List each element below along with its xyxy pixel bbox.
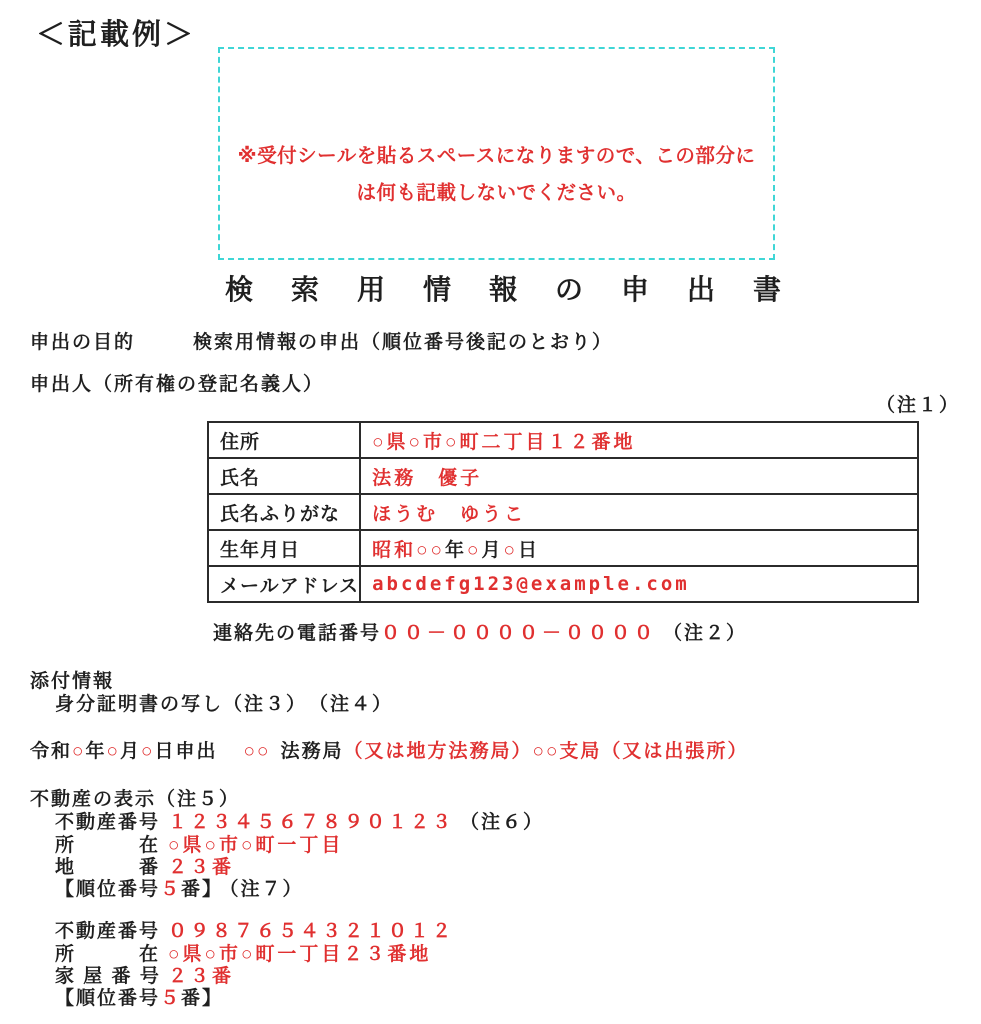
bureau-label: 法務局 bbox=[280, 741, 344, 762]
year-circle: ○ bbox=[72, 741, 86, 762]
era-label: 令和 bbox=[30, 741, 73, 762]
property1-lot-label: 地 番 bbox=[55, 857, 161, 878]
month-unit: 月 bbox=[120, 741, 142, 762]
furigana-value: ほうむ ゆうこ bbox=[360, 494, 918, 530]
property1-number-value: １２３４５６７８９０１２３ bbox=[168, 812, 455, 833]
property2-number-label: 不動産番号 bbox=[55, 921, 161, 942]
property1-number-label: 不動産番号 bbox=[55, 812, 161, 833]
property-section-heading: 不動産の表示（注５） bbox=[30, 789, 241, 810]
table-row-email bbox=[208, 566, 918, 602]
month-circle: ○ bbox=[106, 741, 120, 762]
notice-text-line-1: ※受付シールを貼るスペースになりますので、この部分に bbox=[237, 145, 756, 167]
date-line bbox=[30, 740, 748, 764]
property2-rank-prefix: 【順位番号 bbox=[55, 988, 161, 1009]
address-label: 住所 bbox=[208, 422, 360, 458]
example-label: ＜記載例＞ bbox=[36, 19, 197, 51]
phone-number: ００－００００－００００ bbox=[381, 623, 658, 644]
birth-month-unit: 月 bbox=[481, 539, 504, 561]
phone-label: 連絡先の電話番号 bbox=[213, 623, 382, 644]
purpose-line bbox=[30, 331, 613, 355]
property2-number-value: ０９８７６５４３２１０１２ bbox=[168, 921, 455, 942]
table-row-name bbox=[208, 458, 918, 494]
applicant-heading: 申出人（所有権の登記名義人） bbox=[30, 374, 325, 395]
phone-line bbox=[213, 622, 747, 646]
birth-day-unit: 日 bbox=[518, 539, 541, 561]
purpose-value: 検索用情報の申出（順位番号後記のとおり） bbox=[193, 332, 614, 353]
property2-house-number-value: ２３番 bbox=[168, 966, 235, 987]
birth-era: 昭和○○ bbox=[372, 539, 446, 561]
reception-seal-notice-box bbox=[218, 47, 775, 260]
birthdate-value bbox=[360, 530, 918, 566]
birth-day-circle: ○ bbox=[503, 539, 519, 561]
day-circle: ○ bbox=[141, 741, 155, 762]
table-row-furigana bbox=[208, 494, 918, 530]
property2-rank-line bbox=[55, 987, 223, 1011]
email-label: メールアドレス bbox=[208, 566, 360, 602]
notice-text-line-2: は何も記載しないでください。 bbox=[356, 182, 637, 204]
property2-rank-suffix: 番】 bbox=[181, 988, 224, 1009]
birth-year-unit: 年 bbox=[445, 539, 468, 561]
table-row-birthdate bbox=[208, 530, 918, 566]
email-value: abcdefg123@example.com bbox=[360, 566, 918, 602]
bureau-alternatives: （又は地方法務局）○○支局（又は出張所） bbox=[343, 741, 749, 762]
note-7: （注７） bbox=[229, 879, 304, 900]
property1-rank-number: ５ bbox=[160, 879, 182, 900]
property2-rank-number: ５ bbox=[160, 988, 182, 1009]
property1-rank-suffix: 番】 bbox=[181, 879, 224, 900]
name-value: 法務 優子 bbox=[360, 458, 918, 494]
year-unit: 年 bbox=[85, 741, 107, 762]
furigana-label: 氏名ふりがな bbox=[208, 494, 360, 530]
purpose-label: 申出の目的 bbox=[30, 332, 136, 353]
applicant-table bbox=[207, 421, 919, 603]
property1-location-line bbox=[55, 834, 343, 858]
property2-location-value: ○県○市○町一丁目２３番地 bbox=[168, 944, 432, 965]
table-row-address bbox=[208, 422, 918, 458]
attachments-item: 身分証明書の写し（注３） （注４） bbox=[55, 694, 394, 715]
property2-number-line bbox=[55, 920, 454, 944]
property2-house-number-line bbox=[55, 965, 234, 989]
note-1: （注１） bbox=[875, 395, 960, 416]
property2-house-number-label: 家 屋 番 号 bbox=[55, 966, 161, 987]
name-label: 氏名 bbox=[208, 458, 360, 494]
property1-lot-value: ２３番 bbox=[168, 857, 235, 878]
property1-location-label: 所 在 bbox=[55, 835, 161, 856]
bureau-circles: ○○ bbox=[243, 741, 271, 762]
property2-location-line bbox=[55, 943, 431, 967]
property1-number-line bbox=[55, 811, 544, 835]
property1-lot-line bbox=[55, 856, 234, 880]
property1-location-value: ○県○市○町一丁目 bbox=[168, 835, 344, 856]
property1-rank-prefix: 【順位番号 bbox=[55, 879, 161, 900]
birth-month-circle: ○ bbox=[467, 539, 482, 561]
birthdate-label: 生年月日 bbox=[208, 530, 360, 566]
document-title: 検索用情報の申出書 bbox=[225, 274, 820, 305]
note-2: （注２） bbox=[663, 623, 748, 644]
note-6: （注６） bbox=[460, 812, 545, 833]
property1-rank-line bbox=[55, 878, 304, 902]
attachments-heading: 添付情報 bbox=[30, 671, 115, 692]
day-suffix: 日申出 bbox=[154, 741, 218, 762]
address-value: ○県○市○町二丁目１２番地 bbox=[360, 422, 918, 458]
property2-location-label: 所 在 bbox=[55, 944, 161, 965]
